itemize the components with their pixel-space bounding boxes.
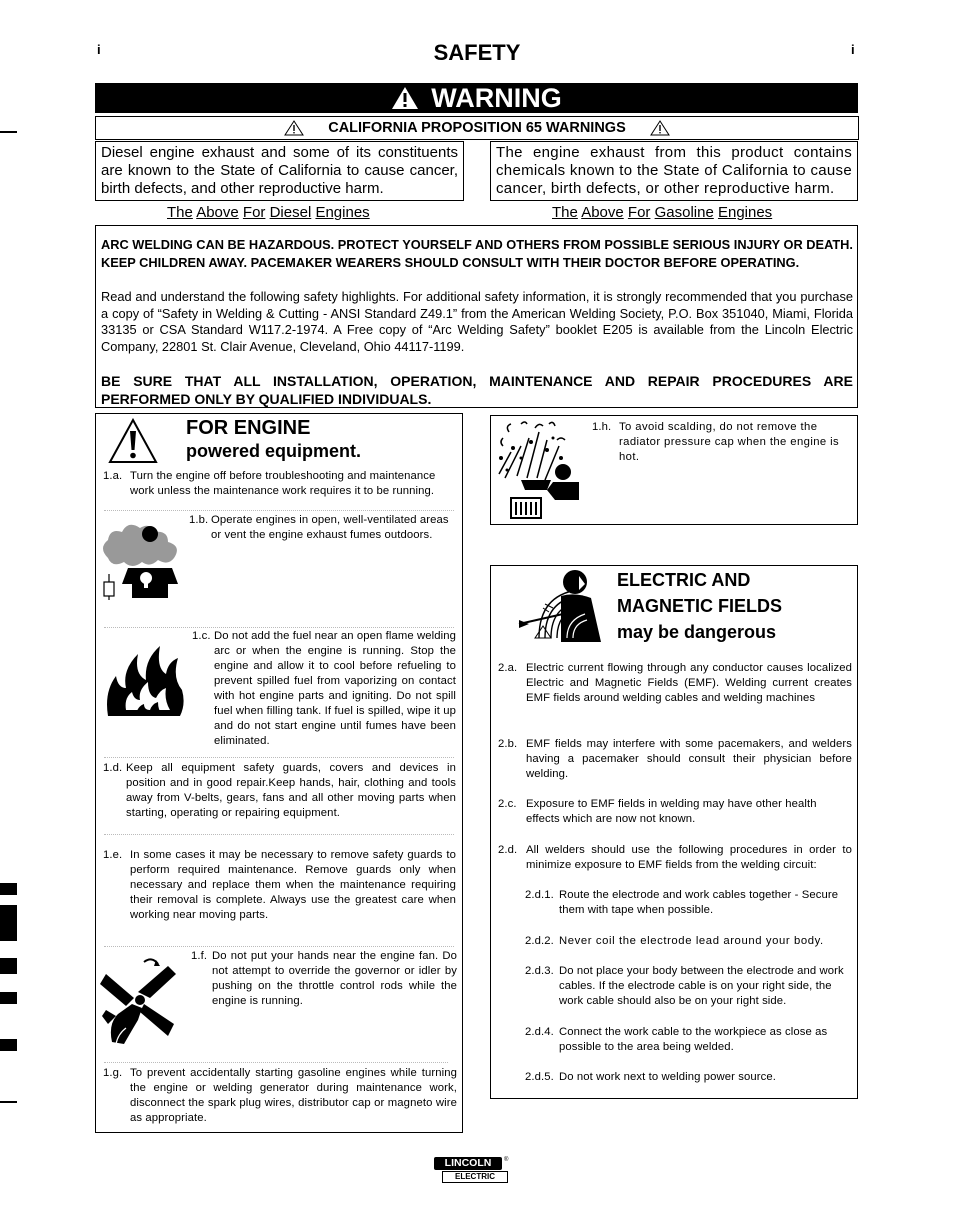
emf-subitem-text: Connect the work cable to the workpiece as close as possible to the area being welded. (559, 1026, 828, 1053)
emf-subitem-text: Never coil the electrode lead around your body. (559, 935, 824, 947)
emf-welder-icon (515, 568, 611, 646)
emf-item-text: Exposure to EMF fields in welding may have other health effects which are now not known. (526, 798, 817, 825)
prop65-gasoline-box: The engine exhaust from this product contains chemicals known to the State of California to cause cancer, birth defects, or other reproductive harm. (490, 141, 858, 201)
warning-label: WARNING (431, 82, 562, 113)
emf-heading-3: may be dangerous (617, 622, 777, 642)
item-number: 1.b. (189, 514, 209, 526)
item-number: 1.h. (592, 421, 612, 433)
exhaust-fumes-icon (98, 518, 182, 600)
lincoln-electric-logo (434, 1157, 508, 1185)
emf-item-text: EMF fields may interfere with some pacemakers, and welders having a pacemaker should consult their physician before welding. (526, 738, 852, 780)
caption-word: Diesel (269, 204, 312, 221)
engine-safety-box (95, 413, 463, 1133)
engine-heading-2: powered equipment. (186, 441, 362, 461)
gasoline-caption (552, 204, 772, 221)
margin-mark (0, 131, 17, 133)
margin-mark (0, 1101, 17, 1103)
caption-word: For (627, 204, 651, 221)
item-number: 2.d.2. (525, 935, 554, 947)
emf-heading-1: ELECTRIC AND (617, 570, 751, 590)
page-number-left: i (97, 42, 101, 57)
emf-item-text: Electric current flowing through any conductor causes localized Electric and Magnetic Fields (EMF). Welding current creates EMF fields around welding cables and welding machines (526, 662, 852, 704)
arc-body: Read and understand the following safety highlights. For additional safety information, it is strongly recommended that you purchase a copy of “Safety in Welding & Cutting - ANSI Standard Z49.1” from the American Welding Society, P.O. Box 351040, Miami, Florida 33135 or CSA Standard W117.2-1974. A Free copy of “Arc Welding Safety” booklet E205 is available from the Lincoln Electric Company, 22801 St. Clair Avenue, Cleveland, Ohio 44117-1199. (101, 289, 853, 354)
item-number: 1.c. (192, 630, 211, 642)
item-number: 1.g. (103, 1067, 123, 1079)
item-number: 2.d.3. (525, 965, 554, 977)
item-number: 2.b. (498, 738, 518, 750)
exclamation-triangle-icon (108, 418, 158, 464)
arc-welding-notice (95, 225, 858, 408)
caption-word: Engines (717, 204, 773, 221)
item-number: 1.a. (103, 470, 123, 482)
divider (104, 757, 454, 758)
engine-item-text: Turn the engine off before troubleshooting and maintenance work unless the maintenance work requires it to be running. (130, 470, 436, 497)
page-title: SAFETY (433, 40, 521, 65)
warning-triangle-icon (391, 86, 419, 110)
item-number: 1.d. (103, 762, 123, 774)
item-number: 2.c. (498, 798, 517, 810)
logo-line-1: LINCOLN (434, 1157, 502, 1170)
caption-word: The (552, 204, 578, 221)
engine-item-text: In some cases it may be necessary to remove safety guards to perform required maintenance. Remove guards only when necessary and replace them when the maintenance requiring their removal is complete. Always use the greatest care when working near moving parts. (130, 849, 456, 921)
engine-heading-1: FOR ENGINE (186, 417, 311, 439)
warning-triangle-icon (650, 120, 670, 136)
hand-fan-icon (98, 954, 182, 1046)
divider (104, 627, 454, 628)
divider (104, 1062, 448, 1063)
warning-triangle-icon (284, 120, 304, 136)
engine-item-text: Do not put your hands near the engine fan. Do not attempt to override the governor or idler by pushing on the throttle control rods while the engine is running. (212, 950, 457, 1007)
engine-item-text: To prevent accidentally starting gasoline engines while turning the engine or welding generator during maintenance work, disconnect the spark plug wires, distributor cap or magneto wire as appropriate. (130, 1067, 457, 1124)
divider (104, 510, 454, 511)
page-number-right: i (851, 42, 855, 57)
prop65-diesel-box: Diesel engine exhaust and some of its constituents are known to the State of California to cause cancer, birth defects, and other reproductive harm. (95, 141, 464, 201)
registered-mark: ® (504, 1157, 509, 1163)
radiator-item-text: To avoid scalding, do not remove the radiator pressure cap when the engine is hot. (619, 421, 840, 463)
warning-banner (95, 83, 858, 113)
prop65-heading: CALIFORNIA PROPOSITION 65 WARNINGS (328, 120, 626, 136)
radiator-steam-icon (491, 418, 581, 520)
item-number: 2.a. (498, 662, 518, 674)
item-number: 2.d.4. (525, 1026, 554, 1038)
item-number: 2.d.1. (525, 889, 554, 901)
engine-item-text: Do not add the fuel near an open flame welding arc or when the engine is running. Stop the engine and allow it to cool before refueling to prevent spilled fuel from vaporizing on contact with hot engine parts and igniting. Do not spill fuel when filling tank. If fuel is spilled, wipe it up and do not start engine until fumes have been eliminated. (214, 630, 456, 747)
fire-flame-icon (104, 644, 186, 716)
caption-word: For (242, 204, 266, 221)
caption-word: Engines (315, 204, 370, 221)
emf-subitem-text: Do not work next to welding power source. (559, 1071, 776, 1083)
emf-heading-2: MAGNETIC FIELDS (617, 596, 782, 616)
divider (104, 946, 454, 947)
arc-bold-intro: ARC WELDING CAN BE HAZARDOUS. PROTECT YOURSELF AND OTHERS FROM POSSIBLE SERIOUS INJURY OR DEATH. KEEP CHILDREN AWAY. PACEMAKER WEARERS SHOULD CONSULT WITH THEIR DOCTOR BEFORE OPERATING. (101, 237, 853, 270)
caption-word: The (167, 204, 193, 221)
emf-item-text: All welders should use the following procedures in order to minimize exposure to EMF fields from the welding circuit: (526, 844, 852, 871)
radiator-warning-box (490, 415, 858, 525)
emf-safety-box (490, 565, 858, 1099)
prop65-heading-bar (95, 116, 859, 140)
engine-item-text: Keep all equipment safety guards, covers and devices in position and in good repair.Keep hands, hair, clothing and tools away from V-belts, gears, fans and all other moving parts when starting, operating or repairing equipment. (126, 762, 456, 819)
diesel-caption (167, 204, 370, 221)
item-number: 1.f. (191, 950, 208, 962)
margin-tab (0, 1039, 17, 1051)
engine-item-text: Operate engines in open, well-ventilated areas or vent the engine exhaust fumes outdoors. (211, 514, 449, 541)
caption-word: Gasoline (654, 204, 714, 221)
arc-bold-outro: BE SURE THAT ALL INSTALLATION, OPERATION, MAINTENANCE AND REPAIR PROCEDURES ARE PERFORMED ONLY BY QUALIFIED INDIVIDUALS. (101, 373, 853, 407)
margin-tab (0, 992, 17, 1004)
item-number: 2.d. (498, 844, 518, 856)
item-number: 2.d.5. (525, 1071, 554, 1083)
item-number: 1.e. (103, 849, 123, 861)
emf-subitem-text: Route the electrode and work cables together - Secure them with tape when possible. (559, 889, 839, 916)
margin-tab (0, 883, 17, 895)
margin-tab (0, 905, 17, 941)
logo-line-2: ELECTRIC (442, 1171, 508, 1183)
divider (104, 834, 454, 835)
margin-tab (0, 958, 17, 974)
caption-word: Above (196, 204, 239, 221)
emf-subitem-text: Do not place your body between the electrode and work cables. If the electrode cable is on your right side, the work cable should also be on your right side. (559, 965, 844, 1007)
caption-word: Above (581, 204, 624, 221)
